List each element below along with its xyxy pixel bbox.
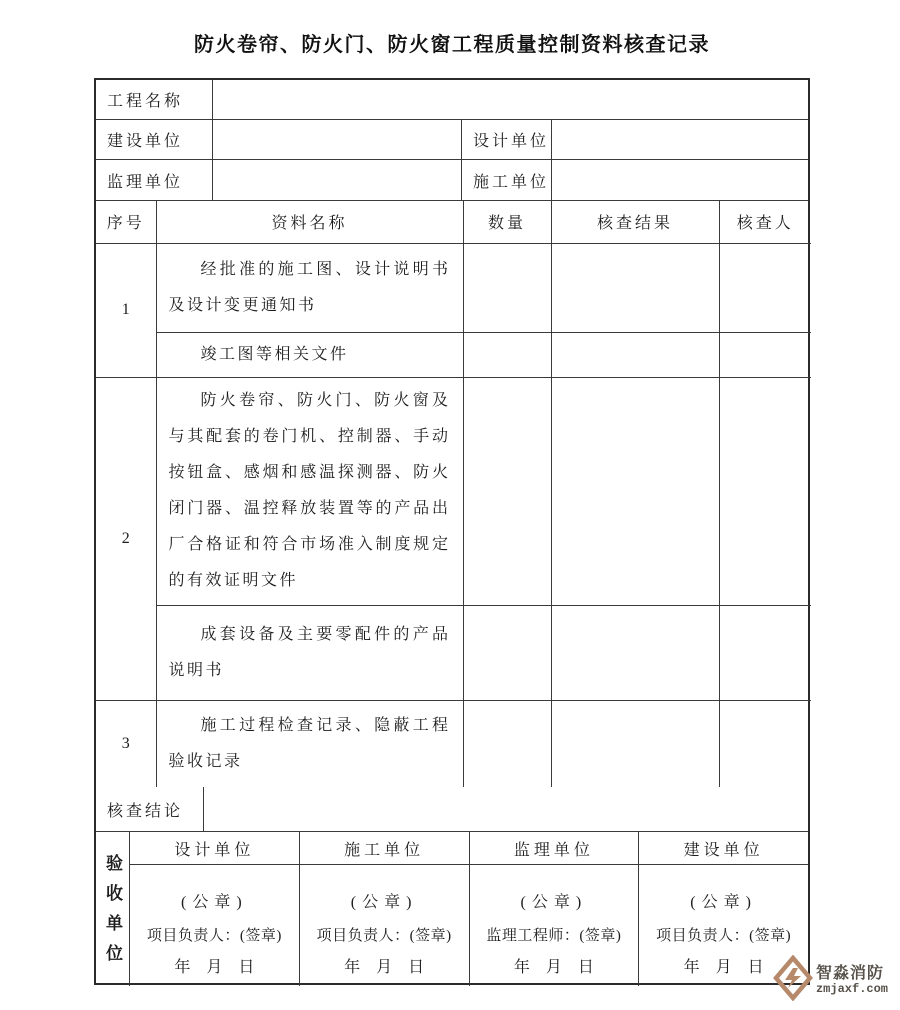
seal-text: (公章) [350, 894, 418, 911]
table-row [96, 605, 811, 700]
builder-unit-value [552, 160, 808, 200]
watermark-name: 智淼消防 [815, 965, 884, 983]
supervision-builder-row [96, 160, 808, 201]
acc-supervision-body [470, 865, 639, 986]
result-cell [551, 700, 719, 787]
checker-cell [719, 700, 811, 787]
col-result-header: 核查结果 [551, 201, 719, 243]
item-text: 施工过程检查记录、隐蔽工程验收记录 [168, 716, 451, 770]
acceptance-col-builder [300, 832, 470, 986]
item-cell-2-1 [156, 377, 463, 605]
conclusion-row [96, 787, 808, 832]
conclusion-label: 核查结论 [96, 787, 204, 831]
acceptance-col-supervision [470, 832, 640, 986]
checklist-header-row [96, 201, 811, 243]
checker-cell [719, 243, 811, 332]
project-name-label: 工程名称 [96, 80, 213, 119]
acc-design-body [130, 865, 299, 986]
supervision-unit-label: 监理单位 [96, 160, 213, 200]
construction-unit-value [213, 120, 462, 159]
item-text: 成套设备及主要零配件的产品说明书 [168, 625, 451, 679]
quantity-cell [463, 332, 551, 377]
item-text: 防火卷帘、防火门、防火窗及与其配套的卷门机、控制器、手动按钮盒、感烟和感温探测器、防火闭门器、温控释放装置等的产品出厂合格证和符合市场准入制度规定的有效证明文件 [168, 392, 451, 589]
quantity-cell [463, 243, 551, 332]
project-name-value [213, 80, 808, 119]
result-cell [551, 332, 719, 377]
date-text: 年 月 日 [174, 959, 255, 976]
supervision-unit-value [213, 160, 462, 200]
result-cell [551, 243, 719, 332]
watermark [773, 955, 888, 1006]
checker-cell [719, 605, 811, 700]
signer-text: 监理工程师：(签章) [486, 928, 622, 944]
acc-supervision-header: 监理单位 [470, 832, 639, 865]
acc-design-header: 设计单位 [130, 832, 299, 865]
seal-text: (公章) [181, 894, 248, 911]
col-serial-header: 序号 [96, 201, 156, 243]
col-quantity-header: 数量 [463, 201, 551, 243]
construction-unit-label: 建设单位 [96, 120, 213, 159]
acc-construction-header: 建设单位 [639, 832, 808, 865]
zhimiao-logo-icon [773, 955, 813, 1006]
col-checker-header: 核查人 [719, 201, 811, 243]
item-cell-3-1 [156, 700, 463, 787]
result-cell [551, 377, 719, 605]
serial-cell-2: 2 [96, 377, 156, 700]
signer-text: 项目负责人：(签章) [656, 928, 792, 944]
checker-cell [719, 332, 811, 377]
date-text: 年 月 日 [344, 959, 425, 976]
table-row [96, 377, 811, 605]
builder-unit-label: 施工单位 [462, 160, 552, 200]
form-sheet [94, 78, 810, 985]
acceptance-section [96, 832, 808, 986]
signer-text: 项目负责人：(签章) [146, 928, 282, 944]
table-row [96, 332, 811, 377]
date-text: 年 月 日 [513, 959, 594, 976]
watermark-domain: zmjaxf.com [815, 981, 888, 996]
item-cell-1-1 [156, 243, 463, 332]
seal-text: (公章) [520, 894, 588, 911]
acc-builder-header: 施工单位 [300, 832, 469, 865]
seal-text: (公章) [690, 894, 757, 911]
serial-cell-3: 3 [96, 700, 156, 787]
design-unit-value [552, 120, 808, 159]
design-unit-label: 设计单位 [462, 120, 552, 159]
quantity-cell [463, 605, 551, 700]
page-title: 防火卷帘、防火门、防火窗工程质量控制资料核查记录 [194, 34, 710, 56]
quantity-cell [463, 377, 551, 605]
conclusion-value [204, 787, 808, 831]
signer-text: 项目负责人：(签章) [316, 928, 452, 944]
item-text: 竣工图等相关文件 [200, 345, 349, 363]
table-row [96, 700, 811, 787]
item-cell-1-2 [156, 332, 463, 377]
col-material-header: 资料名称 [156, 201, 463, 243]
quantity-cell [463, 700, 551, 787]
project-name-row [96, 80, 808, 120]
serial-cell-1: 1 [96, 243, 156, 377]
checker-cell [719, 377, 811, 605]
date-text: 年 月 日 [683, 959, 764, 976]
item-text: 经批准的施工图、设计说明书及设计变更通知书 [168, 260, 451, 314]
result-cell [551, 605, 719, 700]
acceptance-side-label: 验收单位 [96, 832, 130, 986]
acceptance-col-design [130, 832, 300, 986]
table-row [96, 243, 811, 332]
acc-builder-body [300, 865, 469, 986]
item-cell-2-2 [156, 605, 463, 700]
checklist-table [96, 201, 811, 787]
construction-design-row [96, 120, 808, 160]
